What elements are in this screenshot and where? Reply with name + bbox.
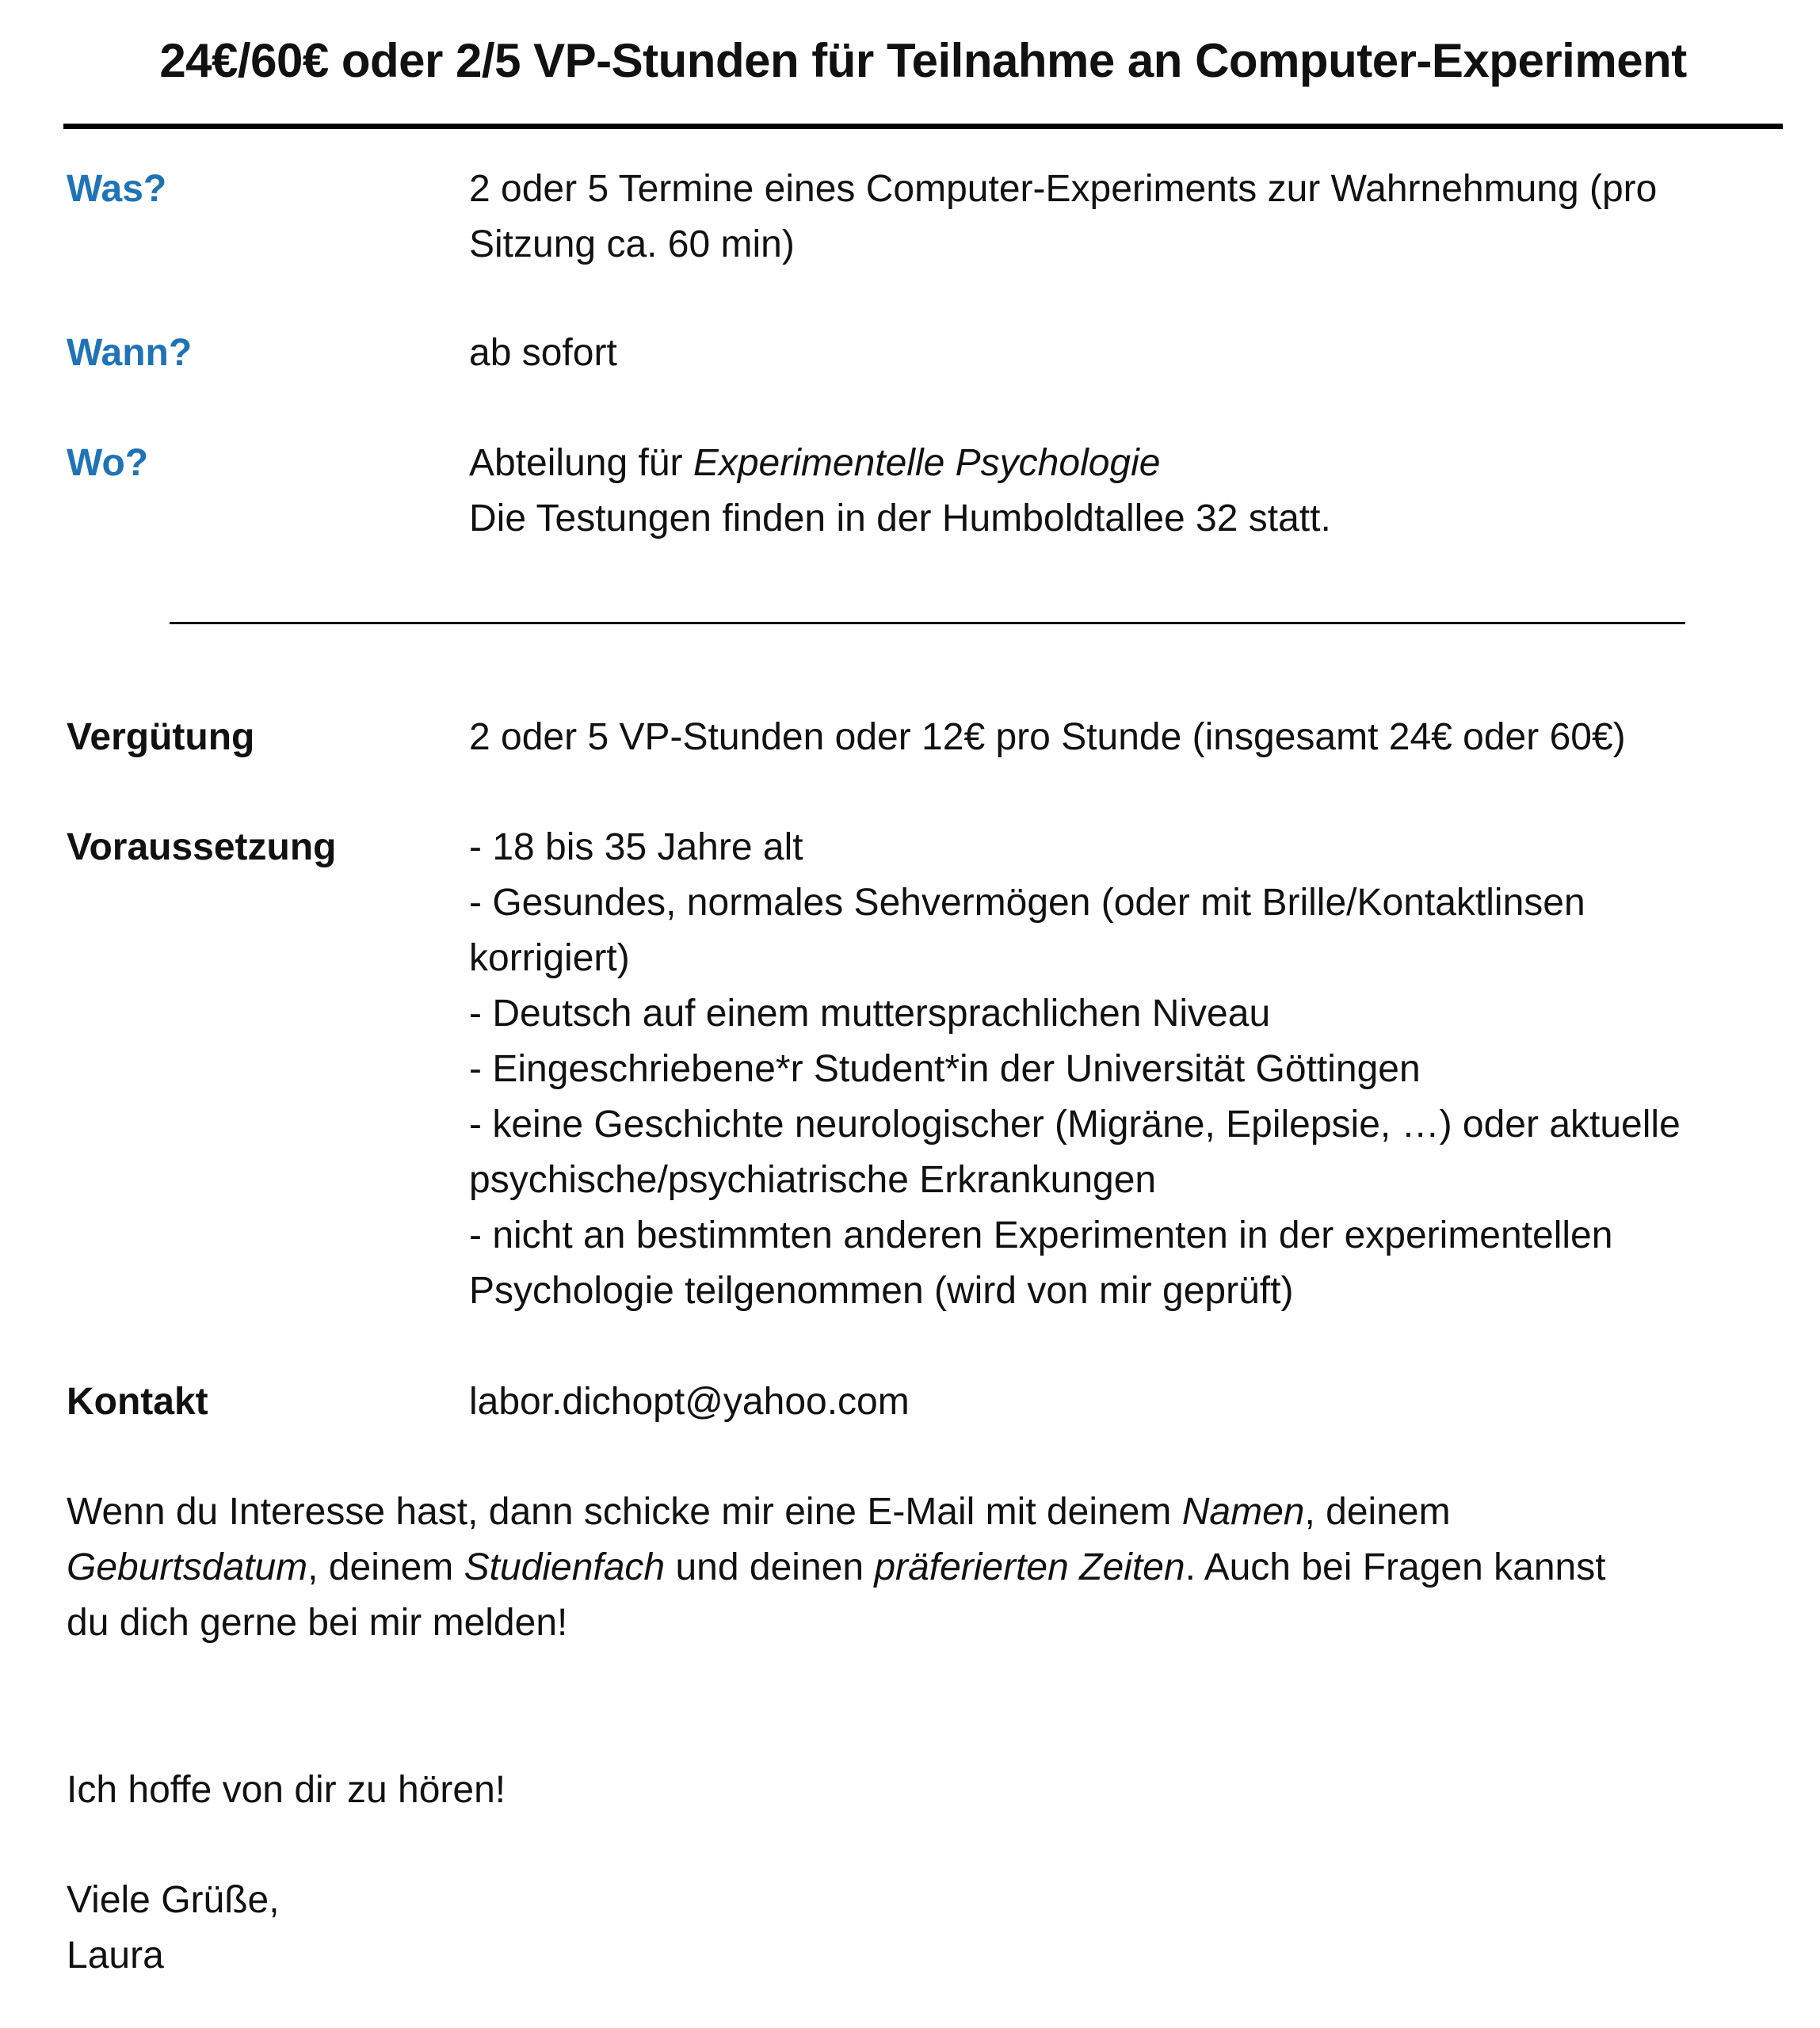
interest-text: Wenn du Interesse hast, dann schicke mir eine E-Mail mit deinem <box>67 1491 1182 1533</box>
interest-emphasis: präferierten Zeiten <box>874 1546 1185 1588</box>
value-was-line-2: Sitzung ca. 60 min) <box>469 223 795 265</box>
label-was: Was? <box>67 168 167 210</box>
value-wann-line-1: ab sofort <box>469 332 617 374</box>
page-title: 24€/60€ oder 2/5 VP-Stunden für Teilnahme an Computer-Experiment <box>159 34 1687 87</box>
requirement-line: - keine Geschichte neurologischer (Migräne, Epilepsie, …) oder aktuelle <box>469 1104 1681 1146</box>
value-wo-prefix: Abteilung für <box>469 442 693 484</box>
value-wann <box>469 326 1792 381</box>
value-wo-department: Experimentelle Psychologie <box>693 442 1161 484</box>
contact-email[interactable]: labor.dichopt@yahoo.com <box>469 1381 910 1423</box>
label-verguetung: Vergütung <box>67 716 255 758</box>
value-wo-line-1 <box>469 436 1792 491</box>
value-was-line-1: 2 oder 5 Termine eines Computer-Experiments zur Wahrnehmung (pro <box>469 168 1658 210</box>
interest-line-1 <box>67 1485 1802 1540</box>
closing-name: Laura <box>67 1935 164 1977</box>
value-voraussetzung <box>469 820 1792 1319</box>
closing-signoff <box>67 1873 1802 1984</box>
interest-text: und deinen <box>665 1546 875 1588</box>
interest-emphasis: Geburtsdatum <box>67 1546 308 1588</box>
interest-emphasis: Namen <box>1181 1491 1305 1533</box>
interest-emphasis: Studienfach <box>464 1546 666 1588</box>
value-kontakt <box>469 1374 1792 1430</box>
section-divider <box>170 622 1685 624</box>
closing-greeting: Viele Grüße, <box>67 1879 280 1921</box>
closing-hope: Ich hoffe von dir zu hören! <box>67 1769 506 1811</box>
label-voraussetzung: Voraussetzung <box>67 826 337 868</box>
value-verguetung <box>469 710 1792 765</box>
interest-text: , deinem <box>1304 1491 1451 1533</box>
requirement-line: - Gesundes, normales Sehvermögen (oder mit Brille/Kontaktlinsen <box>469 882 1585 924</box>
interest-text: . Auch bei Fragen kannst <box>1185 1546 1606 1588</box>
value-was <box>469 162 1792 273</box>
requirement-line: korrigiert) <box>469 937 630 979</box>
requirement-line: - 18 bis 35 Jahre alt <box>469 826 803 868</box>
interest-line-3: du dich gerne bei mir melden! <box>67 1602 568 1644</box>
interest-paragraph <box>67 1485 1802 1651</box>
title-divider <box>63 124 1783 129</box>
value-verguetung-line-1: 2 oder 5 VP-Stunden oder 12€ pro Stunde (insgesamt 24€ oder 60€) <box>469 716 1626 758</box>
value-wo-line-2: Die Testungen finden in der Humboldtallee 32 statt. <box>469 497 1331 539</box>
label-wann: Wann? <box>67 332 193 374</box>
requirement-line: psychische/psychiatrische Erkrankungen <box>469 1159 1157 1201</box>
interest-line-2 <box>67 1540 1802 1595</box>
value-wo <box>469 436 1792 547</box>
label-wo: Wo? <box>67 442 149 484</box>
requirement-line: - nicht an bestimmten anderen Experimenten in der experimentellen <box>469 1214 1613 1256</box>
requirement-line: Psychologie teilgenommen (wird von mir geprüft) <box>469 1270 1294 1312</box>
interest-text: , deinem <box>307 1546 464 1588</box>
requirement-line: - Deutsch auf einem muttersprachlichen Niveau <box>469 993 1271 1035</box>
label-kontakt: Kontakt <box>67 1381 208 1423</box>
requirement-line: - Eingeschriebene*r Student*in der Universität Göttingen <box>469 1048 1421 1090</box>
